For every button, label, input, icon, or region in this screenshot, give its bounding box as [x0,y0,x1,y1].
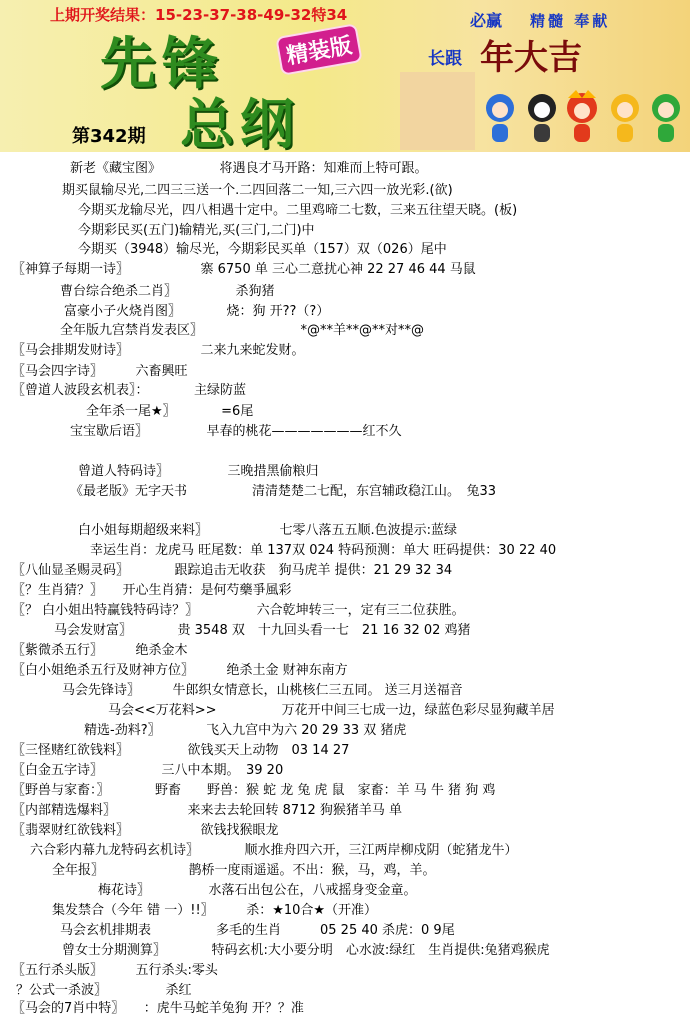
text-line: 〖白金五字诗〗 三八中本期。 39 20 [12,763,284,778]
slogan-must-win: 必赢 [470,11,503,30]
text-line: 幸运生肖：龙虎马 旺尾数：单 137双 024 特码预测：单大 旺码提供：30 22 40 [90,543,557,558]
text-line: 曾女士分期测算〗 特码玄机:大小要分明 心水波:绿红 生肖提供:兔猪鸡猴虎 [62,943,550,958]
text-line: 〖神算子每期一诗〗 寨 6750 单 三心二意扰心神 22 27 46 44 马鼠 [12,262,476,277]
text-line: 全年报〗 鹊桥一度雨遥遥。不出：猴，马，鸡，羊。 [52,863,436,878]
header-banner [0,0,690,152]
text-line: 曾道人特码诗〗 三晚措黑偷粮归 [78,464,319,479]
text-line: 〖野兽与家畜：〗 野畜 野兽：猴 蛇 龙 兔 虎 鼠 家畜：羊 马 牛 猪 狗 鸡 [12,783,496,798]
text-line: 马会先锋诗〗 牛郎织女情意长，山桃核仁三五同。 送三月送福音 [62,683,463,698]
text-line: 〖五行杀头版〗 五行杀头:零头 [12,963,218,978]
text-line: 〖马会排期发财诗〗 二来九来蛇发财。 [12,343,305,358]
text-line: 〖白小姐绝杀五行及财神方位〗 绝杀土金 财神东南方 [12,663,348,678]
text-line: 马会玄机排期表 多毛的生肖 05 25 40 杀虎：0 9尾 [60,923,455,938]
content-area [0,152,690,1018]
text-line: ？公式一杀波〗 杀红 [16,983,192,998]
slogan-follow: 长跟 [428,49,462,69]
mascot-blue-icon [486,94,514,142]
text-line: 〖？ 白小姐出特赢钱特码诗？〗 六合乾坤转三一，定有三二位获胜。 [12,603,465,618]
text-line: 期买鼠输尽光,二四三三送一个.二四回落二一知,三六四一放光彩.(欲) [62,183,453,198]
text-line: 白小姐每期超级来料〗 七零八落五五顺.色波提示:蓝绿 [78,523,458,538]
text-line: 〖马会四字诗〗 六畜興旺 [12,364,188,379]
title-line-1: 先锋 [100,31,224,97]
text-line: 〖紫微杀五行〗 绝杀金木 [12,643,188,658]
text-line: 富豪小子火烧肖图〗 烧：狗 开??（?） [64,304,330,319]
text-line: 〖翡翠财红欲钱料〗 欲钱找猴眼龙 [12,823,279,838]
text-line: 〖内部精选爆料〗 来来去去轮回转 8712 狗猴猪羊马 单 [12,803,402,818]
issue-number: 第342期 [72,126,146,147]
blank-plate [400,72,475,150]
mascot-red-icon [567,90,597,142]
title-line-2: 总纲 [180,92,300,152]
edition-badge: 精装版 [275,23,363,76]
text-line: 〖？生肖猜？〗 开心生肖猜：是何芍藥爭風彩 [12,583,292,598]
mascot-green-icon [652,94,680,142]
text-line: 〖八仙显圣赐灵码〗 跟踪追击无收获 狗马虎羊 提供：21 29 32 34 [12,563,453,578]
text-line: 今期买（3948）输尽光，今期彩民买单（157）双（026）尾中 [78,242,447,257]
text-line: 六合彩内幕九龙特码玄机诗〗 顺水推舟四六开，三江两岸柳戍阴（蛇猪龙牛） [30,843,518,858]
text-line: 曹台综合绝杀二肖〗 杀狗猪 [60,284,275,299]
text-line: 今期买龙输尽光，四八相遇十定中。二里鸡啼二七数，三来五往望天晓。(板) [78,203,518,218]
mascot-black-icon [528,94,556,142]
slogan-refined: 精髓 奉献 [530,12,611,30]
text-line: 新老《藏宝图》 将遇良才马开路：知难而上特可跟。 [70,161,428,176]
text-line: 《最老版》无字天书 清清楚楚二七配，东宫辅政稳江山。 兔33 [70,484,497,499]
text-line: 今期彩民买(五门)输精光,买(三门,二门)中 [78,223,315,238]
text-line: 全年杀一尾★〗 =6尾 [86,404,254,419]
mascots-icon [480,88,685,146]
last-result: 上期开奖结果：15-23-37-38-49-32特34 [50,6,348,24]
slogan-luck: 年大吉 [480,38,582,78]
text-line: 马会<<万花料>> 万花开中间三七成一边，绿蓝色彩尽显狗藏羊居 [108,703,555,718]
text-line: 梅花诗〗 水落石出包公在，八戒摇身变金童。 [98,883,417,898]
mascot-yellow-icon [611,94,639,142]
text-line: 宝宝歇后语〗 早春的桃花———————红不久 [70,424,402,439]
text-line: 全年版九宫禁肖发表区〗 *@**羊**@**对**@ [60,323,425,338]
text-line: 〖马会的7肖中特〗 ：虎牛马蛇羊兔狗 开？？准 [12,1001,304,1016]
text-line: 精选-劲料?〗 飞入九宫中为六 20 29 33 双 猪虎 [84,723,407,738]
text-line: 马会发财富〗 贵 3548 双 十九回头看一七 21 16 32 02 鸡猪 [54,623,471,638]
text-line: 〖三怪赌红欲钱料〗 欲钱买天上动物 03 14 27 [12,743,350,758]
text-line: 集发禁合（今年 错 一）!!〗 杀：★10合★（开准） [52,903,378,918]
text-line: 〖曾道人波段玄机表〗： 主绿防蓝 [12,383,247,398]
